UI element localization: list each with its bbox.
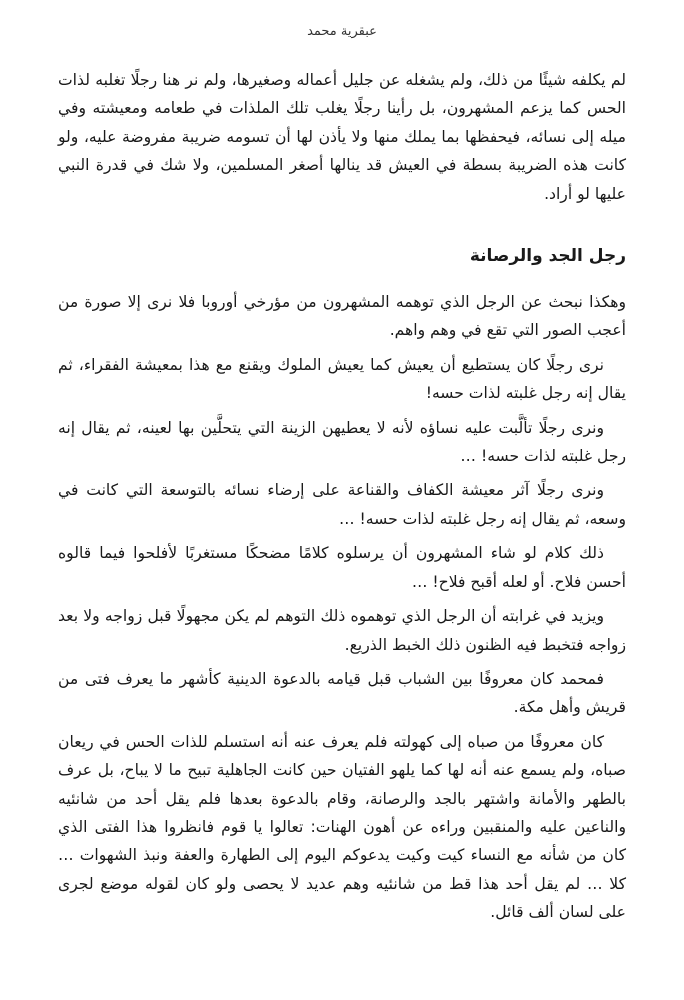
body-paragraph: ذلك كلام لو شاء المشهرون أن يرسلوه كلامًا مضحكًا مستغربًا لأفلحوا فيما قالوه أحسن فلاح. أو لعله أقبح فلاح! … bbox=[58, 544, 626, 591]
intro-paragraph: لم يكلفه شيئًا من ذلك، ولم يشغله عن جليل أعماله وصغيرها، ولم نر هنا رجلًا تغلبه لذات الحس كما يزعم المشهرون، بل رأينا رجلًا يغلب تلك الملذات في طعامه ومعيشته وفي ميله إلى نسائه، فيحفظها بما يملك منها ولا يأذن لها أن تسومه ضريبة مفروضة عليه، ولو كانت هذه الضريبة بسطة في العيش قد ينالها أصغر المسلمين، ولا شك في قدرة النبي عليها لو أراد. bbox=[58, 71, 626, 203]
body-paragraph: ونرى رجلًا آثر معيشة الكفاف والقناعة على إرضاء نسائه بالتوسعة التي كانت في وسعه، ثم يقال إنه رجل غلبته لذات حسه! … bbox=[58, 481, 626, 528]
body-paragraph: كان معروفًا من صباه إلى كهولته فلم يعرف عنه أنه استسلم للذات الحس في ريعان صباه، ولم يسمع عنه أنه لها كما يلهو الفتيان حين كانت الجاهلية تبيح ما لا يباح، بل عرف بالطهر والأمانة واشتهر بالجد والرصانة، وقام بالدعوة بعدها فلم يقل أحد من شانئيه والناعين عليه والمنقبين وراءه عن أهون الهنات: تعالوا يا قوم فانظروا هذا الفتى الذي كان من شأنه مع النساء كيت وكيت يدعوكم اليوم إلى الطهارة والعفة ونبذ الشهوات … كلا … لم يقل أحد هذا قط من شانئيه وهم عديد لا يحصى ولو كان لقوله موضع لجرى على لسان ألف قائل. bbox=[58, 732, 626, 922]
book-page bbox=[58, 0, 626, 1000]
page-content bbox=[58, 66, 626, 927]
running-header: عبقرية محمد bbox=[307, 24, 377, 39]
body-paragraph: ويزيد في غرابته أن الرجل الذي توهموه ذلك التوهم لم يكن مجهولًا قبل زواجه ولا بعد زواجه فتخبط فيه الظنون ذلك الخبط الذريع. bbox=[58, 607, 626, 654]
body-paragraph: فمحمد كان معروفًا بين الشباب قبل قيامه بالدعوة الدينية كأشهر ما يعرف فتى من قريش وأهل مكة. bbox=[58, 669, 626, 717]
section-heading: رجل الجد والرصانة bbox=[469, 246, 626, 267]
body-paragraph: وهكذا نبحث عن الرجل الذي توهمه المشهرون من مؤرخي أوروبا فلا نرى إلا صورة من أعجب الصور التي تقع في وهم واهم. bbox=[58, 293, 626, 340]
body-paragraph: نرى رجلًا كان يستطيع أن يعيش كما يعيش الملوك ويقنع مع هذا بمعيشة الفقراء، ثم يقال إنه رجل غلبته لذات حسه! bbox=[58, 355, 626, 403]
body-paragraph: ونرى رجلًا تألَّبت عليه نساؤه لأنه لا يعطيهن الزينة التي يتحلَّين بها لعينه، ثم يقال إنه رجل غلبته لذات حسه! … bbox=[58, 418, 626, 466]
